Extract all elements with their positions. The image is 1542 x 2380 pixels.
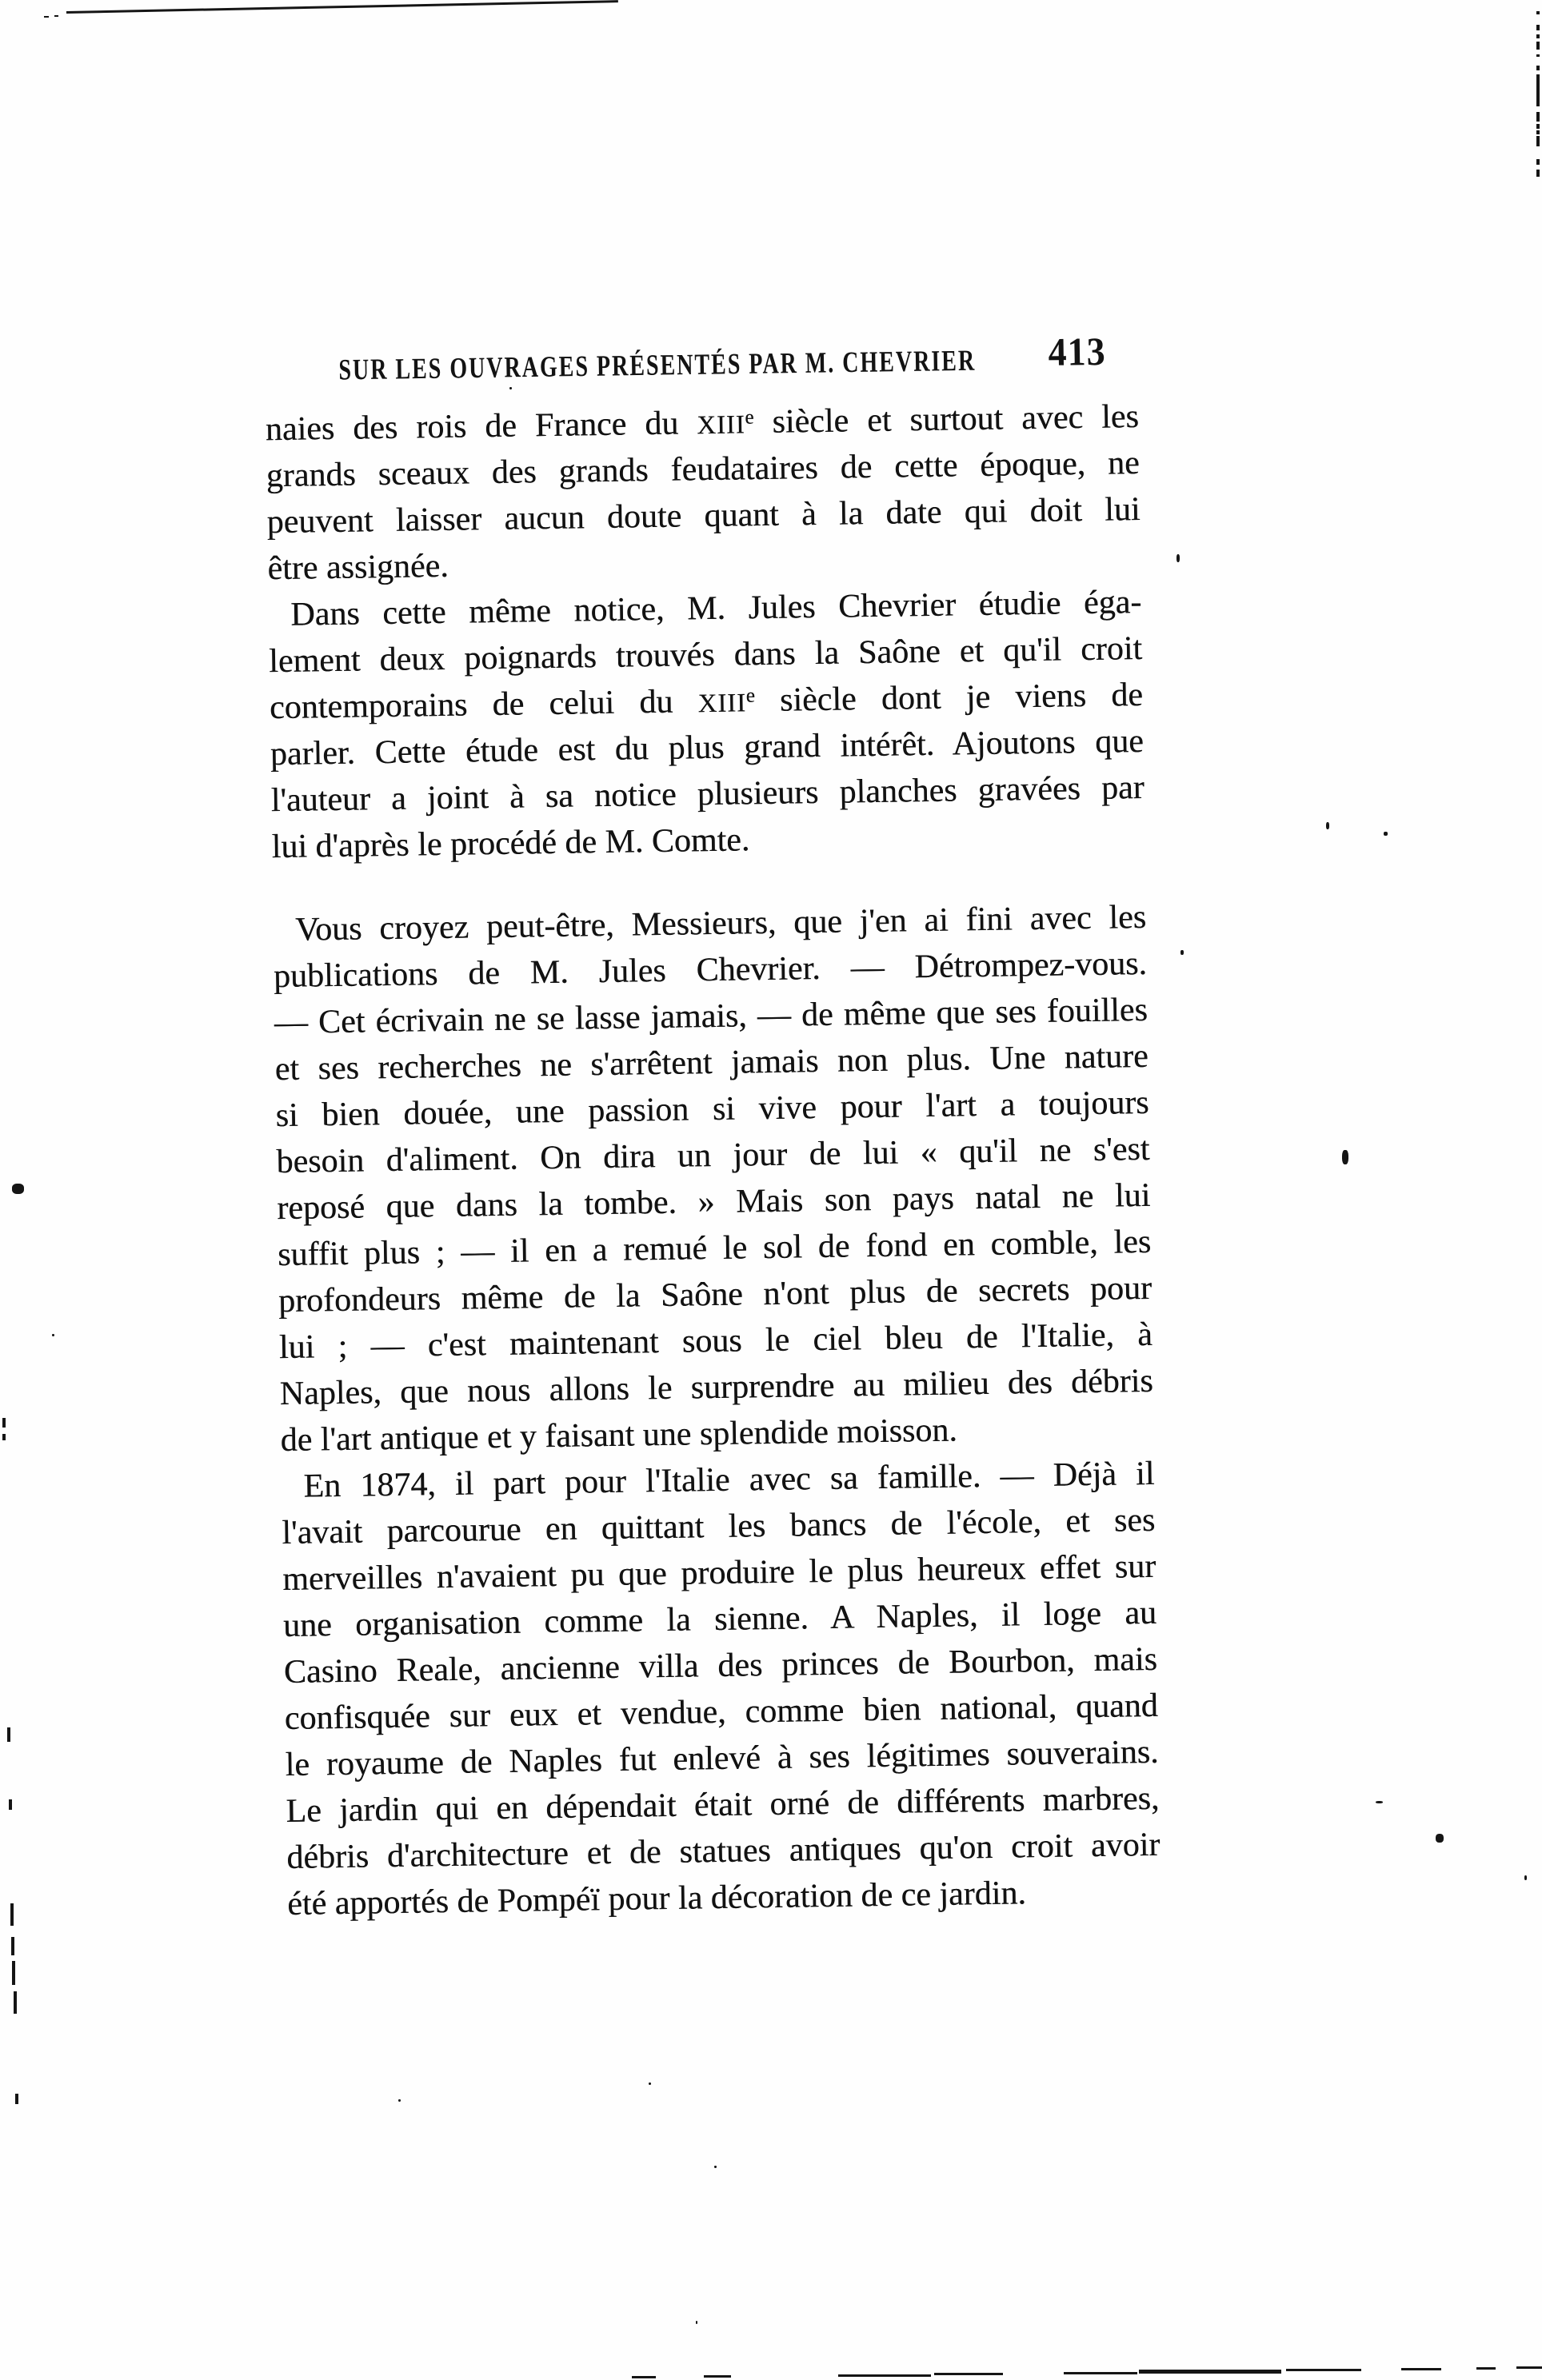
bottom-edge-dash (934, 2373, 1003, 2375)
top-edge-rule (66, 0, 618, 14)
ink-speck (12, 1184, 24, 1194)
left-edge-dash (2, 1434, 6, 1440)
top-rule-dot (54, 15, 58, 17)
text-line: Le jardin qui en dépendait était orné de différents marbres, (286, 1779, 1160, 1831)
right-edge-dash (1536, 11, 1540, 14)
text-line: reposé que dans la tombe. » Mais son pays natal ne lui (277, 1176, 1151, 1228)
ink-speck (52, 1334, 54, 1336)
bottom-edge-dash (632, 2376, 656, 2378)
right-edge-dash (1536, 42, 1540, 50)
text-line: merveilles n'avaient pu que produire le plus heureux effet sur (282, 1547, 1156, 1599)
text-line: Casino Reale, ancienne villa des princes de Bourbon, mais (283, 1640, 1158, 1691)
bottom-edge-dash (1139, 2370, 1281, 2374)
left-edge-dash (15, 2094, 18, 2104)
roman-numeral: XIII (697, 410, 746, 441)
left-edge-dash (14, 1991, 17, 2014)
ink-speck (1376, 1801, 1383, 1803)
running-title: SUR LES OUVRAGES PRÉSENTÉS PAR M. CHEVRIER (338, 345, 977, 387)
bottom-edge-dash (1476, 2367, 1496, 2370)
paragraph (265, 393, 1141, 592)
text-line: lement deux poignards trouvés dans la Saône et qu'il croit (268, 629, 1143, 681)
roman-numeral: XIII (697, 689, 747, 719)
text-line: naies des rois de France du XIIIᵉ siècle et surtout avec les (265, 398, 1140, 449)
text-line: besoin d'aliment. On dira un jour de lui « qu'il ne s'est (276, 1130, 1150, 1181)
left-edge-dash (11, 1937, 14, 1955)
bottom-edge-dash (1286, 2369, 1361, 2371)
paragraph (281, 1451, 1160, 1927)
text-line: parler. Cette étude est du plus grand intérêt. Ajoutons que (270, 722, 1145, 773)
ink-speck (1436, 1834, 1444, 1843)
text-line: publications de M. Jules Chevrier. — Détrompez-vous. (273, 944, 1148, 996)
ink-speck (1176, 554, 1180, 562)
right-edge-dash (1536, 66, 1540, 70)
right-edge-dash (1536, 25, 1540, 30)
text-line: En 1874, il part pour l'Italie avec sa famille. — Déjà il (303, 1455, 1155, 1505)
text-line: contemporains de celui du XIIIᵉ siècle dont je viens de (269, 676, 1144, 727)
bottom-edge-dash (838, 2374, 931, 2377)
left-edge-dash (7, 1727, 10, 1742)
text-line: — Cet écrivain ne se lasse jamais, — de même que ses fouilles (274, 991, 1149, 1042)
ink-speck (1326, 822, 1329, 829)
running-head (264, 329, 1138, 387)
right-edge-dash (1536, 130, 1540, 134)
page-content (264, 329, 1160, 1927)
text-line: Naples, que nous allons le surprendre au milieu des débris (279, 1362, 1154, 1413)
right-edge-dash (1536, 124, 1540, 129)
right-edge-dash (1536, 34, 1540, 38)
left-edge-dash (2, 1418, 6, 1428)
bottom-edge-dash (1064, 2372, 1137, 2374)
text-line: de l'art antique et y faisant une splendide moisson. (280, 1412, 958, 1460)
top-rule-dot (44, 16, 49, 18)
left-edge-dash (10, 1903, 14, 1926)
text-line: suffit plus ; — il en a remué le sol de fond en comble, les (277, 1223, 1152, 1274)
ink-speck (649, 2082, 651, 2085)
bottom-edge-dash (1516, 2366, 1542, 2369)
text-line: débris d'architecture et de statues antiques qu'on croit avoir (286, 1826, 1160, 1876)
text-line: l'avait parcourue en quittant les bancs de l'école, et ses (282, 1501, 1156, 1552)
ink-speck (1524, 1875, 1527, 1880)
ink-speck (696, 2321, 697, 2324)
ink-speck (509, 387, 512, 389)
text-line: profondeurs même de la Saône n'ont plus de secrets pour (278, 1269, 1153, 1320)
text-line: été apportés de Pompéï pour la décoration de ce jardin. (286, 1875, 1027, 1923)
ink-speck (398, 2099, 401, 2102)
text-line: Dans cette même notice, M. Jules Chevrier étudie éga- (290, 583, 1142, 633)
right-edge-dash (1536, 54, 1540, 57)
text-line: être assignée. (267, 547, 449, 588)
text-line: lui d'après le procédé de M. Comte. (271, 821, 750, 866)
text-line: lui ; — c'est maintenant sous le ciel bleu de l'Italie, à (278, 1316, 1153, 1367)
right-edge-dash (1536, 159, 1540, 165)
paragraph (268, 579, 1145, 870)
bottom-edge-dash (704, 2375, 731, 2378)
right-edge-dash (1536, 112, 1540, 122)
body-text (265, 393, 1160, 1927)
text-line: Vous croyez peut-être, Messieurs, que j'en ai fini avec les (294, 898, 1147, 948)
paragraph (273, 894, 1154, 1464)
page-number: 413 (1048, 329, 1106, 374)
ink-speck (1180, 950, 1184, 955)
left-edge-dash (12, 1961, 15, 1985)
bottom-edge-dash (1401, 2368, 1441, 2370)
text-line: le royaume de Naples fut enlevé à ses légitimes souverains. (285, 1733, 1159, 1784)
text-line: une organisation comme la sienne. A Naples, il loge au (282, 1594, 1157, 1645)
text-line: si bien douée, une passion si vive pour l'art a toujours (275, 1084, 1149, 1135)
text-line: grands sceaux des grands feudataires de cette époque, ne (266, 444, 1140, 495)
text-line: confisquée sur eux et vendue, comme bien national, quand (284, 1687, 1159, 1738)
left-edge-dash (9, 1799, 12, 1810)
text-line: et ses recherches ne s'arrêtent jamais non plus. Une nature (274, 1037, 1149, 1088)
right-edge-dash (1536, 74, 1540, 106)
right-edge-dash (1536, 170, 1540, 177)
ink-speck (1384, 832, 1388, 836)
right-edge-dash (1536, 136, 1540, 146)
ink-speck (714, 2166, 717, 2168)
text-line: peuvent laisser aucun doute quant à la date qui doit lui (266, 490, 1141, 541)
ink-speck (1342, 1150, 1348, 1164)
text-line: l'auteur a joint à sa notice plusieurs planches gravées par (270, 769, 1145, 820)
